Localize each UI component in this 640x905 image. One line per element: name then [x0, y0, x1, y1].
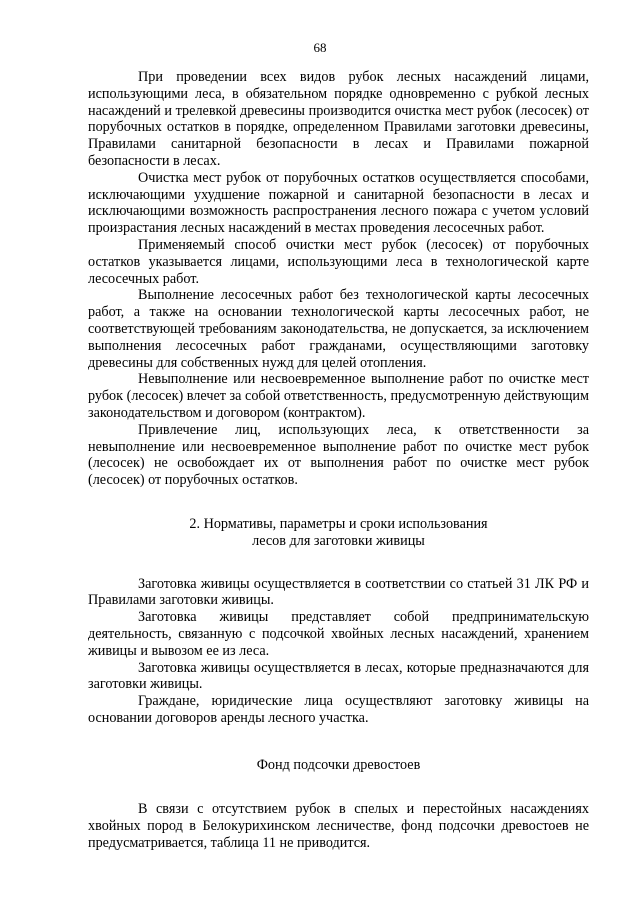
- paragraph: Граждане, юридические лица осуществляют заготовку живицы на основании договоров аренды лесного участка.: [88, 693, 589, 726]
- paragraph: Заготовка живицы осуществляется в лесах, которые предназначаются для заготовки живицы.: [88, 659, 589, 693]
- subsection-heading: Фонд подсочки древостоев: [256, 756, 421, 773]
- paragraph: Выполнение лесосечных работ без технологической карты лесосечных работ, а также на основании технологической карты лесосечных работ, не соответствующей требованиям законодательства, не допускается, за исключением выполнения лесосечных работ гражданами, осуществляющими заготовку древесины для собственных нужд для целей отопления.: [88, 287, 589, 371]
- paragraph: Привлечение лиц, использующих леса, к ответственности за невыполнение или несвоевременное выполнение работ по очистке мест рубок (лесосек) не освобождает их от выполнения работ по очистке мест рубок (лесосек) от порубочных остатков.: [88, 421, 589, 489]
- paragraph: Применяемый способ очистки мест рубок (лесосек) от порубочных остатков указывается лицами, использующими леса в технологической карте лесосечных работ.: [88, 236, 589, 287]
- paragraph: Невыполнение или несвоевременное выполнение работ по очистке мест рубок (лесосек) влечет за собой ответственность, предусмотренную действующим законодательством и договором (контрактом).: [88, 371, 589, 421]
- paragraph: В связи с отсутствием рубок в спелых и перестойных насаждениях хвойных пород в Белокурихинском лесничестве, фонд подсочки древостоев не предусматривается, таблица 11 не приводится.: [88, 801, 589, 852]
- document-body: [88, 69, 589, 852]
- paragraph: Заготовка живицы представляет собой предпринимательскую деятельность, связанную с подсочкой хвойных лесных насаждений, хранением живицы и вывозом ее из леса.: [88, 609, 589, 659]
- section-heading-line-2: лесов для заготовки живицы: [252, 532, 425, 549]
- paragraph: Очистка мест рубок от порубочных остатков осуществляется способами, исключающими ухудшение пожарной и санитарной безопасности в лесах и исключающими возможность распространения лесного пожара с учетом условий произрастания лесных насаждений в местах проведения лесосечных работ.: [88, 169, 589, 237]
- section-heading: [88, 516, 589, 550]
- paragraph: При проведении всех видов рубок лесных насаждений лицами, использующими леса, в обязательном порядке одновременно с рубкой лесных насаждений и трелевкой древесины производится очистка мест рубок (лесосек) от порубочных остатков в порядке, определенном Правилами заготовки древесины, Правилами санитарной безопасности в лесах и Правилами пожарной безопасности в лесах.: [88, 69, 589, 169]
- page-number: 68: [313, 40, 327, 55]
- section-heading-line-1: 2. Нормативы, параметры и сроки использования: [189, 515, 488, 532]
- paragraph: Заготовка живицы осуществляется в соответствии со статьей 31 ЛК РФ и Правилами заготовки живицы.: [88, 575, 589, 609]
